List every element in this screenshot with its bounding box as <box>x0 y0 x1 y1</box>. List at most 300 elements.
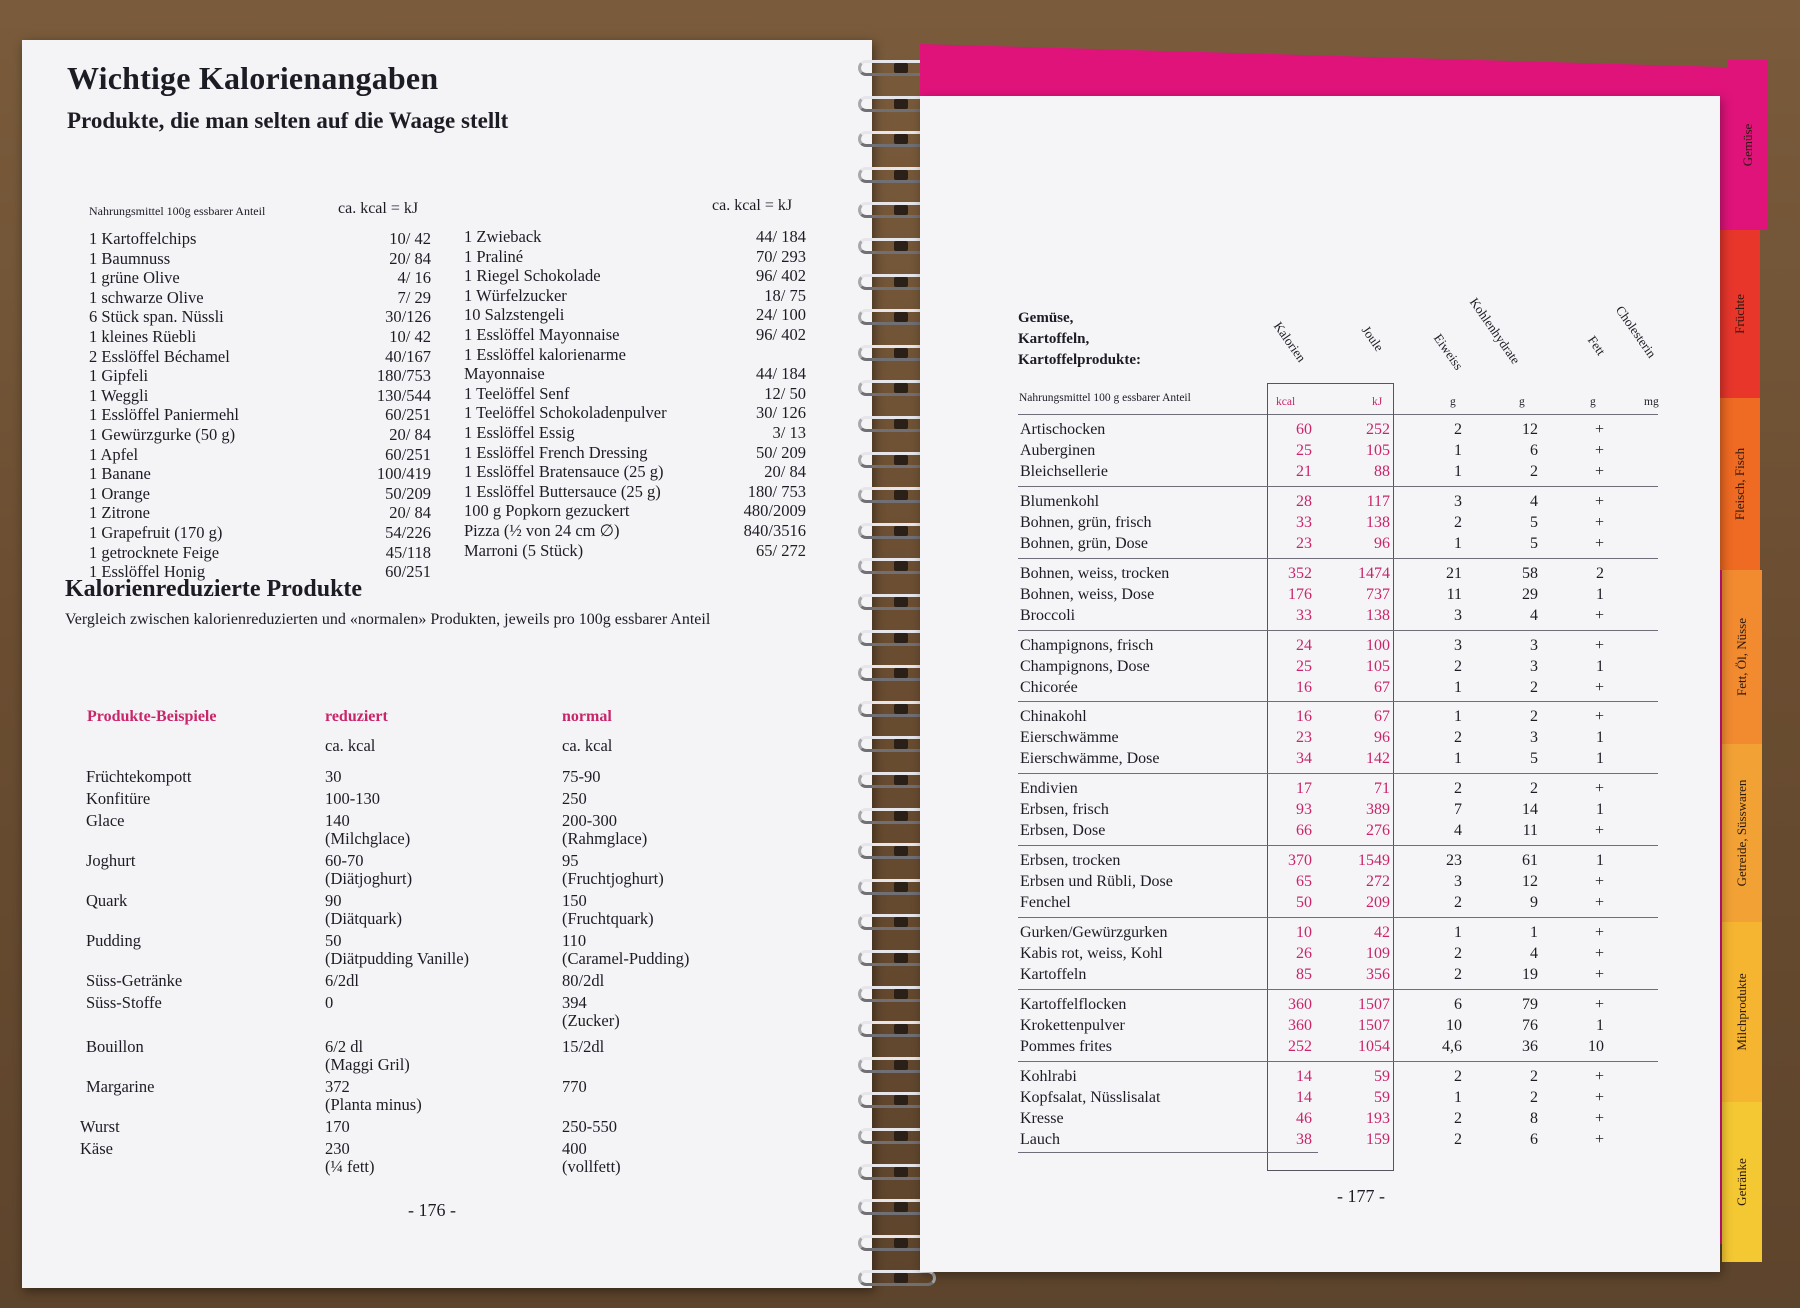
page-subtitle: Produkte, die man selten auf die Waage stellt <box>67 108 509 133</box>
item-name: 1 Zitrone <box>89 503 150 523</box>
nutrient-value: 209 <box>1366 894 1390 911</box>
list-item <box>89 445 431 465</box>
nutrient-value: 360 <box>1288 1017 1312 1034</box>
nutrient-value: 6 <box>1530 442 1538 459</box>
list-item <box>464 403 806 423</box>
item-value: 12/ 50 <box>764 383 806 403</box>
nutrient-value: 2 <box>1454 1131 1462 1148</box>
nutrient-value: + <box>1594 535 1604 552</box>
nutrient-value: 11 <box>1446 586 1462 603</box>
list-item <box>464 521 806 541</box>
group-rule <box>1018 773 1658 774</box>
item-name: 1 Banane <box>89 464 151 484</box>
item-value: 18/ 75 <box>764 285 806 305</box>
food-name: Bohnen, grün, frisch <box>1020 514 1152 531</box>
nutrient-value: 4,6 <box>1442 1038 1462 1055</box>
nutrient-value: 138 <box>1366 514 1390 531</box>
index-tab <box>1728 60 1768 230</box>
nutrient-value: 4 <box>1530 607 1538 624</box>
nutrient-value: 3 <box>1454 493 1462 510</box>
nutrient-value: 3 <box>1454 637 1462 654</box>
nutrient-value: 23 <box>1446 852 1462 869</box>
nutrient-value: 67 <box>1374 679 1390 696</box>
unit-label: kJ <box>1372 396 1383 408</box>
cell-line: 75-90 <box>562 767 601 786</box>
nutrient-value: + <box>1594 1131 1604 1148</box>
list-item <box>89 288 431 308</box>
nutrient-value: 9 <box>1530 894 1538 911</box>
item-name: 1 grüne Olive <box>89 268 180 288</box>
food-name: Erbsen, trocken <box>1020 852 1121 869</box>
item-name: 1 kleines Rüebli <box>89 326 197 346</box>
nutrient-value: + <box>1594 463 1604 480</box>
nutrient-value: 16 <box>1296 708 1312 725</box>
food-name: Krokettenpulver <box>1020 1017 1125 1034</box>
table-row-reduced <box>325 1078 422 1114</box>
table-row-reduced <box>325 972 359 990</box>
item-value: 480/2009 <box>743 501 806 521</box>
unit-label: mg <box>1644 396 1659 408</box>
table-row-reduced <box>325 852 412 888</box>
table-row-normal <box>562 892 654 928</box>
nutrient-value: 2 <box>1454 945 1462 962</box>
unit-reduced: ca. kcal <box>325 736 376 755</box>
nutrient-value: 88 <box>1374 463 1390 480</box>
food-name: Broccoli <box>1020 607 1076 624</box>
nutrient-value: 33 <box>1296 607 1312 624</box>
cell-line: (Zucker) <box>562 1011 620 1030</box>
item-name: 1 Kartoffelchips <box>89 229 197 248</box>
nutrient-value: + <box>1594 1068 1604 1085</box>
group-rule <box>1018 486 1658 487</box>
nutrient-value: 21 <box>1446 565 1462 582</box>
food-name: Kartoffeln <box>1020 966 1087 983</box>
nutrient-value: 252 <box>1288 1038 1312 1055</box>
food-name: Bohnen, weiss, Dose <box>1020 586 1155 603</box>
table-row-normal <box>562 790 587 808</box>
nutrient-value: 33 <box>1296 514 1312 531</box>
food-name: Erbsen und Rübli, Dose <box>1020 873 1173 890</box>
list-item <box>89 268 431 288</box>
nutrient-value: 159 <box>1366 1131 1390 1148</box>
list-item <box>89 307 431 327</box>
tab-label: Gemüse <box>1740 123 1755 167</box>
list-item <box>464 345 806 365</box>
coil-ring <box>858 1270 936 1286</box>
table-category <box>1018 308 1141 371</box>
nutrient-value: + <box>1594 442 1604 459</box>
cell-line: 100-130 <box>325 789 380 808</box>
table-row-normal <box>562 852 664 888</box>
index-tab <box>1722 1102 1762 1262</box>
cell-line: (Diätquark) <box>325 909 402 928</box>
nutrient-value: 272 <box>1366 873 1390 890</box>
nutrient-value: 50 <box>1296 894 1312 911</box>
nutrient-value: 36 <box>1522 1038 1538 1055</box>
nutrient-value: 66 <box>1296 822 1312 839</box>
nutrient-value: 1 <box>1454 1089 1462 1106</box>
nutrient-value: 21 <box>1296 463 1312 480</box>
cell-line: 110 <box>562 931 587 950</box>
nutrient-value: 12 <box>1522 873 1538 890</box>
list-item <box>464 462 806 482</box>
list-header-units: ca. kcal = kJ <box>338 200 419 217</box>
item-name: 1 Zwieback <box>464 227 542 246</box>
nutrient-value: 117 <box>1366 493 1390 510</box>
nutrient-value: 105 <box>1366 442 1390 459</box>
nutrient-value: 24 <box>1296 637 1312 654</box>
nutrient-value: 14 <box>1296 1068 1312 1085</box>
table-row-normal <box>562 1140 621 1176</box>
list-header-units-2: ca. kcal = kJ <box>712 197 793 214</box>
item-name: 1 Gipfeli <box>89 366 149 386</box>
nutrient-value: 59 <box>1374 1089 1390 1106</box>
cell-line: 140 <box>325 811 350 830</box>
item-value: 54/226 <box>385 522 431 542</box>
nutrient-value: 1507 <box>1358 1017 1390 1034</box>
list-item <box>89 503 431 523</box>
nutrient-value: 8 <box>1530 1110 1538 1127</box>
nutrient-value: 2 <box>1454 1068 1462 1085</box>
nutrient-value: 5 <box>1530 514 1538 531</box>
group-rule <box>1018 917 1658 918</box>
group-rule <box>1018 558 1658 559</box>
item-name: 1 Riegel Schokolade <box>464 266 601 286</box>
item-name: Marroni (5 Stück) <box>464 540 584 560</box>
nutrient-value: + <box>1594 1110 1604 1127</box>
nutrient-value: 10 <box>1296 924 1312 941</box>
item-value: 30/ 126 <box>756 403 806 423</box>
table-row-reduced <box>325 932 469 968</box>
list-item <box>464 541 806 561</box>
page-number-right: - 177 - <box>1337 1186 1385 1206</box>
table-row-name: Glace <box>86 811 125 830</box>
table-row-normal <box>562 994 620 1030</box>
nutrient-value: 252 <box>1366 421 1390 438</box>
item-name: 1 Esslöffel kalorienarme <box>464 344 626 364</box>
nutrient-value: 1 <box>1596 750 1604 767</box>
group-rule <box>1018 630 1658 631</box>
nutrient-value: 2 <box>1530 780 1538 797</box>
nutrient-value: 4 <box>1454 822 1462 839</box>
nutrient-value: 76 <box>1522 1017 1538 1034</box>
nutrient-value: 6 <box>1454 996 1462 1013</box>
item-value: 70/ 293 <box>756 246 806 266</box>
nutrient-value: 1 <box>1596 658 1604 675</box>
list-item <box>464 443 806 463</box>
cell-line: 80/2dl <box>562 971 605 990</box>
table-row-normal <box>562 768 601 786</box>
nutrient-value: 389 <box>1366 801 1390 818</box>
cell-line: 372 <box>325 1077 350 1096</box>
cell-line: (Diätpudding Vanille) <box>325 949 470 968</box>
food-name: Bleichsellerie <box>1020 463 1108 480</box>
nutrient-value: 5 <box>1530 750 1538 767</box>
page-number-left: - 176 - <box>408 1200 456 1220</box>
nutrient-value: 28 <box>1296 493 1312 510</box>
nutrient-value: + <box>1594 421 1604 438</box>
nutrient-value: + <box>1594 945 1604 962</box>
nutrient-value: + <box>1594 607 1604 624</box>
item-value: 60/251 <box>385 562 431 582</box>
nutrient-value: 1 <box>1596 1017 1604 1034</box>
food-name: Kopfsalat, Nüsslisalat <box>1020 1089 1161 1106</box>
nutrient-value: 2 <box>1454 780 1462 797</box>
food-name: Auberginen <box>1020 442 1096 459</box>
nutrient-value: 14 <box>1522 801 1538 818</box>
nutrient-value: 3 <box>1454 873 1462 890</box>
item-value: 3/ 13 <box>772 422 806 442</box>
nutrient-value: 10 <box>1446 1017 1462 1034</box>
tab-label: Fleisch, Fisch <box>1732 447 1747 521</box>
item-name: Mayonnaise <box>464 364 545 384</box>
nutrient-value: 2 <box>1530 679 1538 696</box>
item-value: 20/ 84 <box>389 503 431 523</box>
table-row-reduced <box>325 1038 410 1074</box>
table-row-name: Margarine <box>86 1077 155 1096</box>
section-intro: Vergleich zwischen kalorienreduzierten und «normalen» Produkten, jeweils pro 100g essbarer Anteil <box>65 611 711 628</box>
index-tab <box>1722 922 1762 1102</box>
item-name: 1 Esslöffel Buttersauce (25 g) <box>464 481 661 501</box>
unit-label: g <box>1590 396 1596 408</box>
index-tab <box>1720 398 1760 570</box>
item-value: 30/126 <box>385 307 431 327</box>
food-name: Kartoffelflocken <box>1020 996 1127 1013</box>
nutrient-value: 29 <box>1522 586 1538 603</box>
nutrient-value: + <box>1594 966 1604 983</box>
category-line: Kartoffelprodukte: <box>1018 352 1142 368</box>
item-value: 60/251 <box>385 405 431 425</box>
list-item <box>89 523 431 543</box>
nutrient-value: 38 <box>1296 1131 1312 1148</box>
list-item <box>89 249 431 269</box>
item-value: 96/ 402 <box>756 324 806 344</box>
cell-line: (¼ fett) <box>325 1157 375 1176</box>
nutrient-value: + <box>1594 637 1604 654</box>
nutrient-value: 109 <box>1366 945 1390 962</box>
food-name: Endivien <box>1020 780 1078 797</box>
food-name: Eierschwämme <box>1020 729 1119 746</box>
item-name: 1 Esslöffel Paniermehl <box>89 405 239 425</box>
cell-line: (Milchglace) <box>325 829 411 848</box>
nutrient-value: 276 <box>1366 822 1390 839</box>
nutrient-value: 3 <box>1530 729 1538 746</box>
index-tab <box>1722 570 1762 744</box>
nutrient-value: 96 <box>1374 535 1390 552</box>
item-value: 40/167 <box>385 346 431 366</box>
nutrient-value: 2 <box>1530 708 1538 725</box>
nutrient-value: 3 <box>1454 607 1462 624</box>
food-name: Champignons, Dose <box>1020 658 1150 675</box>
list-item <box>89 543 431 563</box>
unit-label: kcal <box>1276 396 1296 408</box>
list-item <box>89 229 431 249</box>
nutrient-value: 193 <box>1366 1110 1390 1127</box>
item-value: 96/ 402 <box>756 266 806 286</box>
item-name: 1 Gewürzgurke (50 g) <box>89 424 236 444</box>
item-name: 2 Esslöffel Béchamel <box>89 346 230 366</box>
food-name: Erbsen, frisch <box>1020 801 1109 818</box>
item-value: 65/ 272 <box>756 540 806 560</box>
nutrient-value: 370 <box>1288 852 1312 869</box>
section-title-reduced: Kalorienreduzierte Produkte <box>65 576 363 602</box>
item-name: 1 Esslöffel Bratensauce (25 g) <box>464 462 664 482</box>
col-header-normal: normal <box>562 708 612 725</box>
nutrient-value: 11 <box>1522 822 1538 839</box>
food-name: Artischocken <box>1020 421 1106 438</box>
cell-line: 250 <box>562 789 587 808</box>
nutrient-value: 176 <box>1288 586 1312 603</box>
column-header: Cholesterin <box>1612 302 1660 361</box>
unit-normal: ca. kcal <box>562 736 613 755</box>
nutrient-value: 1 <box>1454 535 1462 552</box>
cell-line: (Rahmglace) <box>562 829 648 848</box>
list-item <box>464 325 806 345</box>
nutrient-value: 79 <box>1522 996 1538 1013</box>
table-row-reduced <box>325 790 380 808</box>
cell-line: 230 <box>325 1139 350 1158</box>
table-row-name: Süss-Getränke <box>86 971 183 990</box>
food-name: Blumenkohl <box>1020 493 1100 510</box>
index-tab <box>1720 230 1760 398</box>
food-name: Lauch <box>1020 1131 1060 1148</box>
nutrient-value: 42 <box>1374 924 1390 941</box>
nutrient-value: 58 <box>1522 565 1538 582</box>
item-value: 4/ 16 <box>397 268 431 288</box>
nutrient-value: 6 <box>1530 1131 1538 1148</box>
nutrient-value: 2 <box>1454 658 1462 675</box>
nutrient-value: 85 <box>1296 966 1312 983</box>
food-name: Pommes frites <box>1020 1038 1112 1055</box>
category-line: Gemüse, <box>1018 310 1074 326</box>
unit-label: g <box>1450 396 1456 408</box>
item-name: 1 Esslöffel French Dressing <box>464 442 648 462</box>
nutrient-value: + <box>1594 924 1604 941</box>
nutrient-value: + <box>1594 493 1604 510</box>
nutrient-value: + <box>1594 708 1604 725</box>
tab-label: Getränke <box>1734 1158 1749 1206</box>
table-row-name: Süss-Stoffe <box>86 993 162 1012</box>
nutrient-value: 19 <box>1522 966 1538 983</box>
table-row-reduced <box>325 994 333 1012</box>
food-name: Champignons, frisch <box>1020 637 1154 654</box>
nutrient-value: 46 <box>1296 1110 1312 1127</box>
list-item <box>89 425 431 445</box>
item-name: Pizza (½ von 24 cm ∅) <box>464 520 620 540</box>
item-value: 20/ 84 <box>764 462 806 482</box>
column-header: Kohlenhydrate <box>1466 294 1524 367</box>
nutrient-value: 3 <box>1530 637 1538 654</box>
cell-line: 770 <box>562 1077 587 1096</box>
list-item <box>464 305 806 325</box>
nutrient-value: 12 <box>1522 421 1538 438</box>
group-rule <box>1018 701 1658 702</box>
cell-line: (vollfett) <box>562 1157 621 1176</box>
cell-line: 0 <box>325 993 334 1012</box>
nutrient-value: 60 <box>1296 421 1312 438</box>
cell-line: 200-300 <box>562 811 617 830</box>
cell-line: 170 <box>325 1117 350 1136</box>
list-item <box>464 482 806 502</box>
nutrient-value: 2 <box>1530 1089 1538 1106</box>
nutrient-value: 14 <box>1296 1089 1312 1106</box>
item-name: 1 Teelöffel Schokoladenpulver <box>464 403 667 423</box>
item-name: 6 Stück span. Nüssli <box>89 307 224 327</box>
food-name: Bohnen, grün, Dose <box>1020 535 1148 552</box>
nutrient-value: 26 <box>1296 945 1312 962</box>
cell-line: 6/2 dl <box>325 1037 364 1056</box>
item-value: 45/118 <box>385 542 431 562</box>
item-value: 20/ 84 <box>389 248 431 268</box>
nutrient-value: + <box>1594 873 1604 890</box>
nutrient-value: 1054 <box>1358 1038 1390 1055</box>
food-name: Kresse <box>1020 1110 1064 1127</box>
nutrient-value: 2 <box>1454 966 1462 983</box>
group-rule <box>1018 989 1658 990</box>
nutrient-value: 360 <box>1288 996 1312 1013</box>
cell-line: 400 <box>562 1139 587 1158</box>
nutrient-value: 1474 <box>1358 565 1390 582</box>
item-value: 130/544 <box>376 385 431 405</box>
cell-line: 95 <box>562 851 579 870</box>
table-row-reduced <box>325 768 342 786</box>
tab-label: Fett, Öl, Nüsse <box>1734 618 1749 696</box>
group-rule <box>1018 1061 1658 1062</box>
column-header: Fett <box>1584 332 1609 359</box>
cell-line: 6/2dl <box>325 971 359 990</box>
item-name: 1 schwarze Olive <box>89 287 204 307</box>
nutrient-value: 2 <box>1530 1068 1538 1085</box>
table-row-normal <box>562 1078 587 1096</box>
nutrient-value: 61 <box>1522 852 1538 869</box>
nutrient-value: 1 <box>1454 679 1462 696</box>
nutrient-value: 142 <box>1366 750 1390 767</box>
nutrient-value: 2 <box>1454 729 1462 746</box>
food-name: Fenchel <box>1020 894 1071 911</box>
unit-label: g <box>1519 396 1525 408</box>
item-value: 24/ 100 <box>756 305 806 325</box>
table-row-reduced <box>325 812 410 848</box>
food-name: Chicorée <box>1020 679 1078 696</box>
table-bottom-rule <box>1018 1152 1318 1153</box>
table-row-name: Konfitüre <box>86 789 151 808</box>
list-item <box>464 423 806 443</box>
item-name: 100 g Popkorn gezuckert <box>464 501 630 521</box>
food-name: Eierschwämme, Dose <box>1020 750 1160 767</box>
table-row-normal <box>562 972 604 990</box>
nutrient-value: + <box>1594 514 1604 531</box>
item-value: 44/ 184 <box>756 364 806 384</box>
nutrient-value: 4 <box>1530 945 1538 962</box>
item-name: 1 Esslöffel Essig <box>464 422 575 442</box>
item-name: 1 Würfelzucker <box>464 285 567 305</box>
food-name: Kohlrabi <box>1020 1068 1077 1085</box>
nutrient-value: 7 <box>1454 801 1462 818</box>
nutrient-value: 59 <box>1374 1068 1390 1085</box>
list-item <box>89 347 431 367</box>
cell-line: (Diätjoghurt) <box>325 869 413 888</box>
item-value: 50/209 <box>385 483 431 503</box>
list-item <box>89 464 431 484</box>
item-value: 100/419 <box>376 464 431 484</box>
nutrient-value: 737 <box>1366 586 1390 603</box>
table-row-name: Quark <box>86 891 128 910</box>
item-name: 1 Baumnuss <box>89 248 171 268</box>
table-row-normal <box>562 1038 604 1056</box>
nutrient-value: + <box>1594 822 1604 839</box>
column-header: Eiweiss <box>1430 330 1467 373</box>
nutrient-value: 34 <box>1296 750 1312 767</box>
